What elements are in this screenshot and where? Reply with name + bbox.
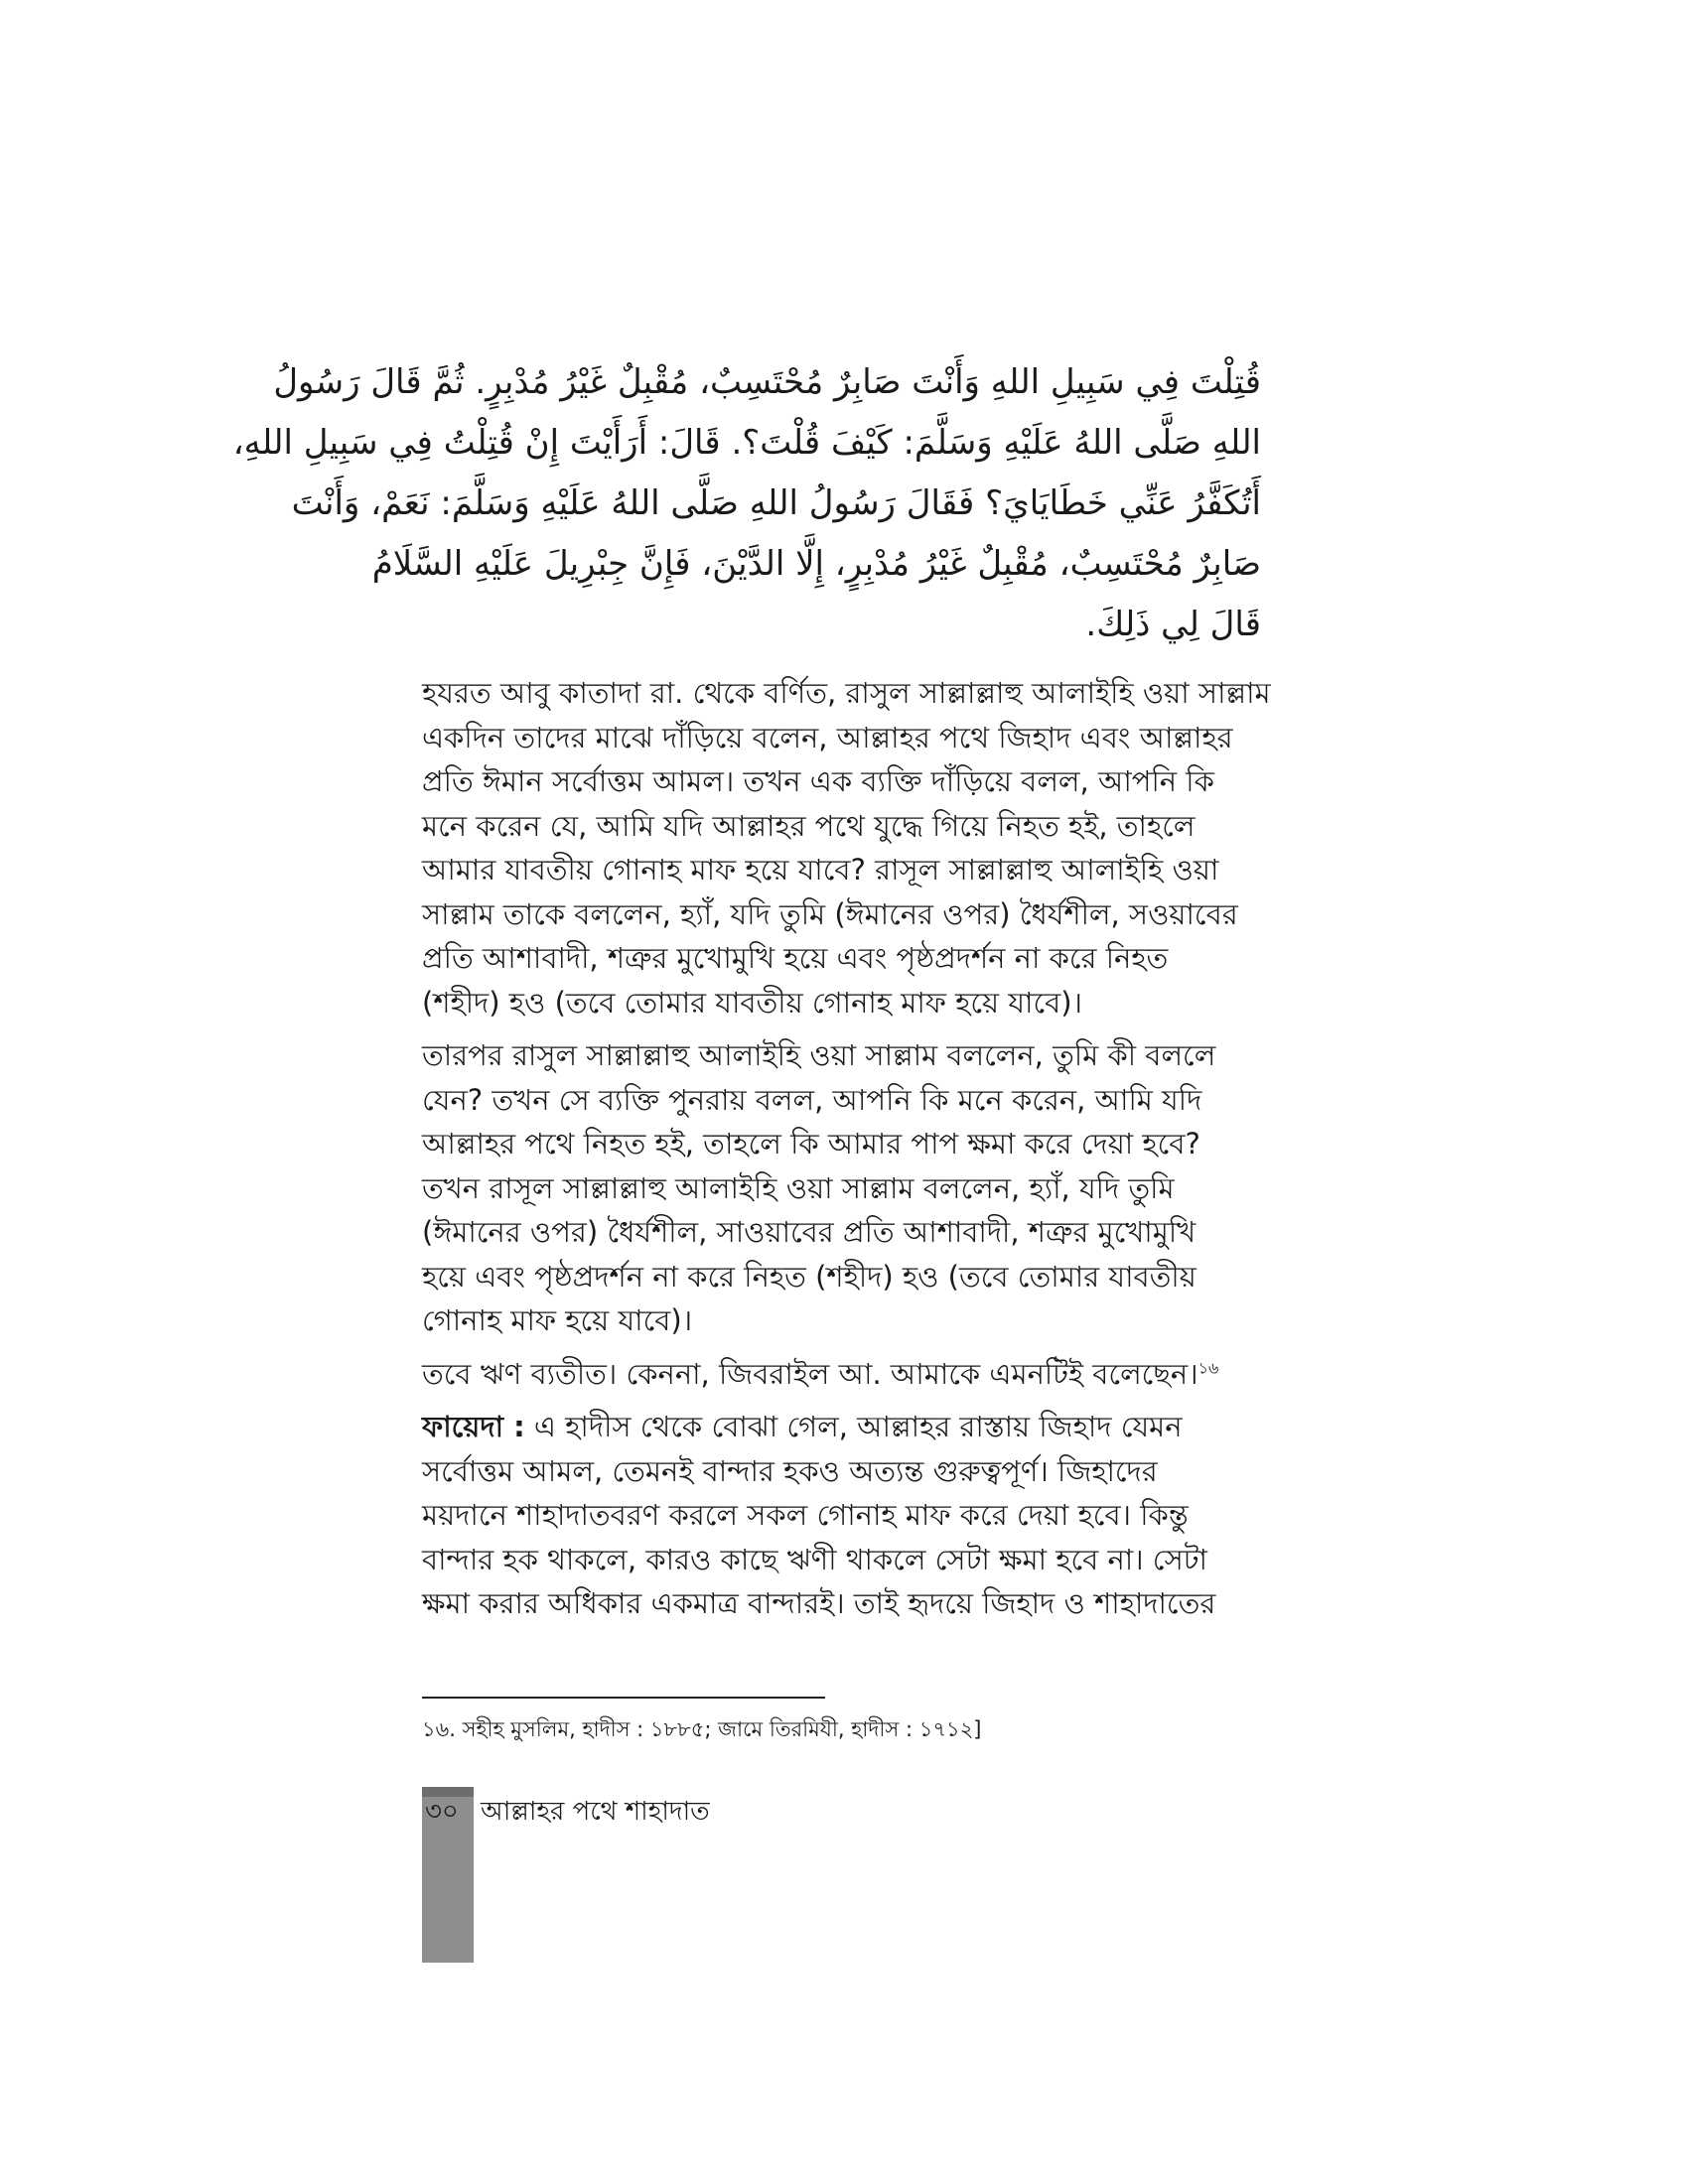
text-line: (শহীদ) হও (তবে তোমার যাবতীয় গোনাহ মাফ হয়ে যাবে)। [422,985,1082,1020]
footnote-divider [422,1697,825,1699]
page-body [232,352,1271,1635]
text-line: তারপর রাসুল সাল্লাল্লাহু আলাইহি ওয়া সাল্লাম বললেন, তুমি কী বললে [422,1038,1216,1072]
text-line: (ঈমানের ওপর) ধৈর্যশীল, সাওয়াবের প্রতি আশাবাদী, শত্রুর মুখোমুখি [422,1215,1196,1249]
paragraph-text: এ হাদীস থেকে বোঝা গেল, আল্লাহর রাস্তায় জিহাদ যেমন [524,1410,1183,1443]
benefit-paragraph [422,1405,1261,1626]
translation-paragraph-3 [422,1352,1261,1397]
text-line: সাল্লাম তাকে বললেন, হ্যাঁ, যদি তুমি (ঈমানের ওপর) ধৈর্যশীল, সওয়াবের [422,896,1238,931]
text-line: আল্লাহর পথে নিহত হই, তাহলে কি আমার পাপ ক্ষমা করে দেয়া হবে? [422,1127,1200,1160]
text-line: ময়দানে শাহাদাতবরণ করলে সকল গোনাহ মাফ করে দেয়া হবে। কিন্তু [422,1498,1189,1532]
footnote-reference[interactable]: ১৬ [1197,1357,1219,1377]
text-line: প্রতি ঈমান সর্বোত্তম আমল। তখন এক ব্যক্তি দাঁড়িয়ে বলল, আপনি কি [422,764,1214,798]
text-line: বান্দার হক থাকলে, কারও কাছে ঋণী থাকলে সেটা ক্ষমা হবে না। সেটা [422,1542,1207,1576]
arabic-line: صَابِرٌ مُحْتَسِبٌ، مُقْبِلٌ غَيْرُ مُدْبِرٍ، إِلَّا الدَّيْنَ، فَإِنَّ جِبْرِيلَ عَلَيْهِ السَّلَامُ [371,544,1261,584]
paragraph-text: তবে ঋণ ব্যতীত। কেননা, জিবরাইল আ. আমাকে এমনটিই বলেছেন। [422,1356,1198,1391]
arabic-line: اللهِ صَلَّى اللهُ عَلَيْهِ وَسَلَّمَ: كَيْفَ قُلْتَ؟. قَالَ: أَرَأَيْتَ إِنْ قُتِلْتُ فِي سَبِيلِ اللهِ، [232,423,1261,463]
text-line: ক্ষমা করার অধিকার একমাত্র বান্দারই। তাই হৃদয়ে জিহাদ ও শাহাদাতের [422,1586,1216,1620]
benefit-label: ফায়েদা : [422,1410,525,1443]
text-line: হয়ে এবং পৃষ্ঠপ্রদর্শন না করে নিহত (শহীদ) হও (তবে তোমার যাবতীয় [422,1259,1196,1294]
text-line: তখন রাসূল সাল্লাল্লাহু আলাইহি ওয়া সাল্লাম বললেন, হ্যাঁ, যদি তুমি [422,1170,1175,1205]
text-line: গোনাহ মাফ হয়ে যাবে)। [422,1303,693,1337]
footnote: ১৬. সহীহ মুসলিম, হাদীস : ১৮৮৫; জামে তিরমিযী, হাদীস : ১৭১২] [422,1717,982,1741]
arabic-line: أَتُكَفَّرُ عَنِّي خَطَايَايَ؟ فَقَالَ رَسُولُ اللهِ صَلَّى اللهُ عَلَيْهِ وَسَلَّمَ: نَعَمْ، وَأَنْتَ [291,483,1261,523]
text-line: যেন? তখন সে ব্যক্তি পুনরায় বলল, আপনি কি মনে করেন, আমি যদি [422,1082,1202,1117]
arabic-hadith-text [232,352,1261,655]
text-line [422,1405,1261,1449]
text-line: আমার যাবতীয় গোনাহ মাফ হয়ে যাবে? রাসূল সাল্লাল্লাহু আলাইহি ওয়া [422,853,1219,887]
translation-paragraph-1 [422,671,1271,1024]
text-line: প্রতি আশাবাদী, শত্রুর মুখোমুখি হয়ে এবং পৃষ্ঠপ্রদর্শন না করে নিহত [422,941,1169,975]
translation-paragraph-2 [422,1033,1261,1343]
text-line: মনে করেন যে, আমি যদি আল্লাহর পথে যুদ্ধে গিয়ে নিহত হই, তাহলে [422,808,1196,843]
page-number: ৩০ [425,1797,459,1827]
arabic-line: قَالَ لِي ذَلِكَ. [1085,605,1261,644]
text-line: একদিন তাদের মাঝে দাঁড়িয়ে বলেন, আল্লাহর পথে জিহাদ এবং আল্লাহর [422,720,1233,754]
page-footer [425,1795,710,1829]
running-title: আল্লাহর পথে শাহাদাত [481,1797,710,1827]
text-line [422,1352,1261,1397]
text-line: হযরত আবু কাতাদা রা. থেকে বর্ণিত, রাসুল সাল্লাল্লাহু আলাইহি ওয়া সাল্লাম [422,676,1271,710]
arabic-line: قُتِلْتَ فِي سَبِيلِ اللهِ وَأَنْتَ صَابِرٌ مُحْتَسِبٌ، مُقْبِلٌ غَيْرُ مُدْبِرٍ. ثُمَّ قَالَ رَسُولُ [273,362,1261,402]
text-line: সর্বোত্তম আমল, তেমনই বান্দার হকও অত্যন্ত গুরুত্বপূর্ণ। জিহাদের [422,1453,1158,1488]
